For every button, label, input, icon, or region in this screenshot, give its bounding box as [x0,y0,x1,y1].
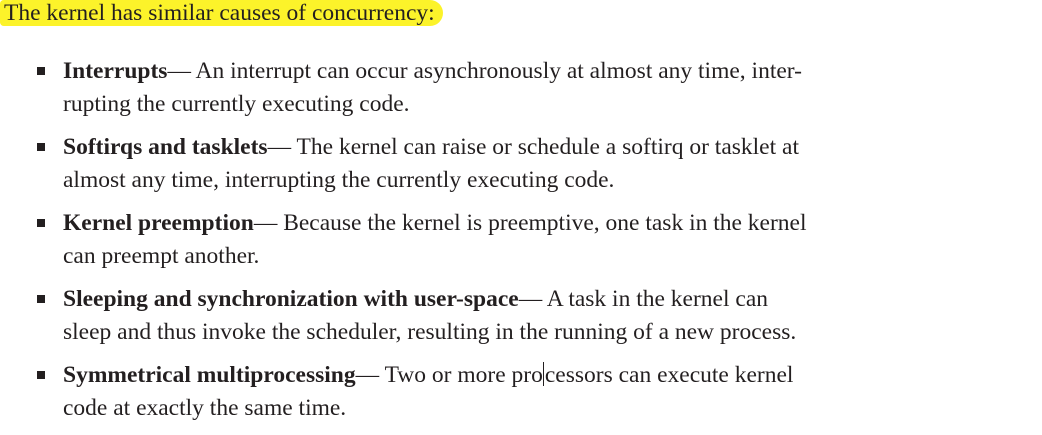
bullet-square-icon [37,143,45,151]
description-line-2[interactable]: can preempt another. [63,243,260,269]
description-line-1[interactable]: — An interrupt can occur asynchronously at almost any time, inter- [167,58,802,84]
list-item-sleeping-sync [0,283,963,349]
bullet-square-icon [37,371,45,379]
list-item-softirqs [0,131,963,197]
list-item-interrupts [0,55,963,121]
description-line-1-end[interactable]: cessors can execute kernel [544,362,794,388]
list-item-kernel-preemption [0,207,963,273]
term-softirqs-tasklets[interactable]: Softirqs and tasklets [63,134,268,160]
bullet-square-icon [37,219,45,227]
description-line-1-start[interactable]: — Two or more pro [355,362,543,388]
bullet-square-icon [37,295,45,303]
description-line-2[interactable]: almost any time, interrupting the currently executing code. [63,167,615,193]
term-sleeping-synchronization[interactable]: Sleeping and synchronization with user-space [63,286,519,312]
term-kernel-preemption[interactable]: Kernel preemption [63,210,254,236]
description-line-1[interactable]: — The kernel can raise or schedule a softirq or tasklet at [267,134,799,160]
concurrency-causes-list [0,55,963,435]
bullet-square-icon [37,67,45,75]
description-line-2[interactable]: sleep and thus invoke the scheduler, resulting in the running of a new process. [63,319,797,345]
term-symmetrical-multiprocessing[interactable]: Symmetrical multiprocessing [63,362,356,388]
term-interrupts[interactable]: Interrupts [63,58,168,84]
description-line-2[interactable]: rupting the currently executing code. [63,91,410,117]
highlighted-intro-text[interactable]: The kernel has similar causes of concurrency: [0,0,443,26]
description-line-1[interactable]: — A task in the kernel can [518,286,769,312]
list-item-smp [0,359,963,425]
description-line-1[interactable]: — Because the kernel is preemptive, one task in the kernel [253,210,807,236]
description-line-2[interactable]: code at exactly the same time. [63,395,347,421]
